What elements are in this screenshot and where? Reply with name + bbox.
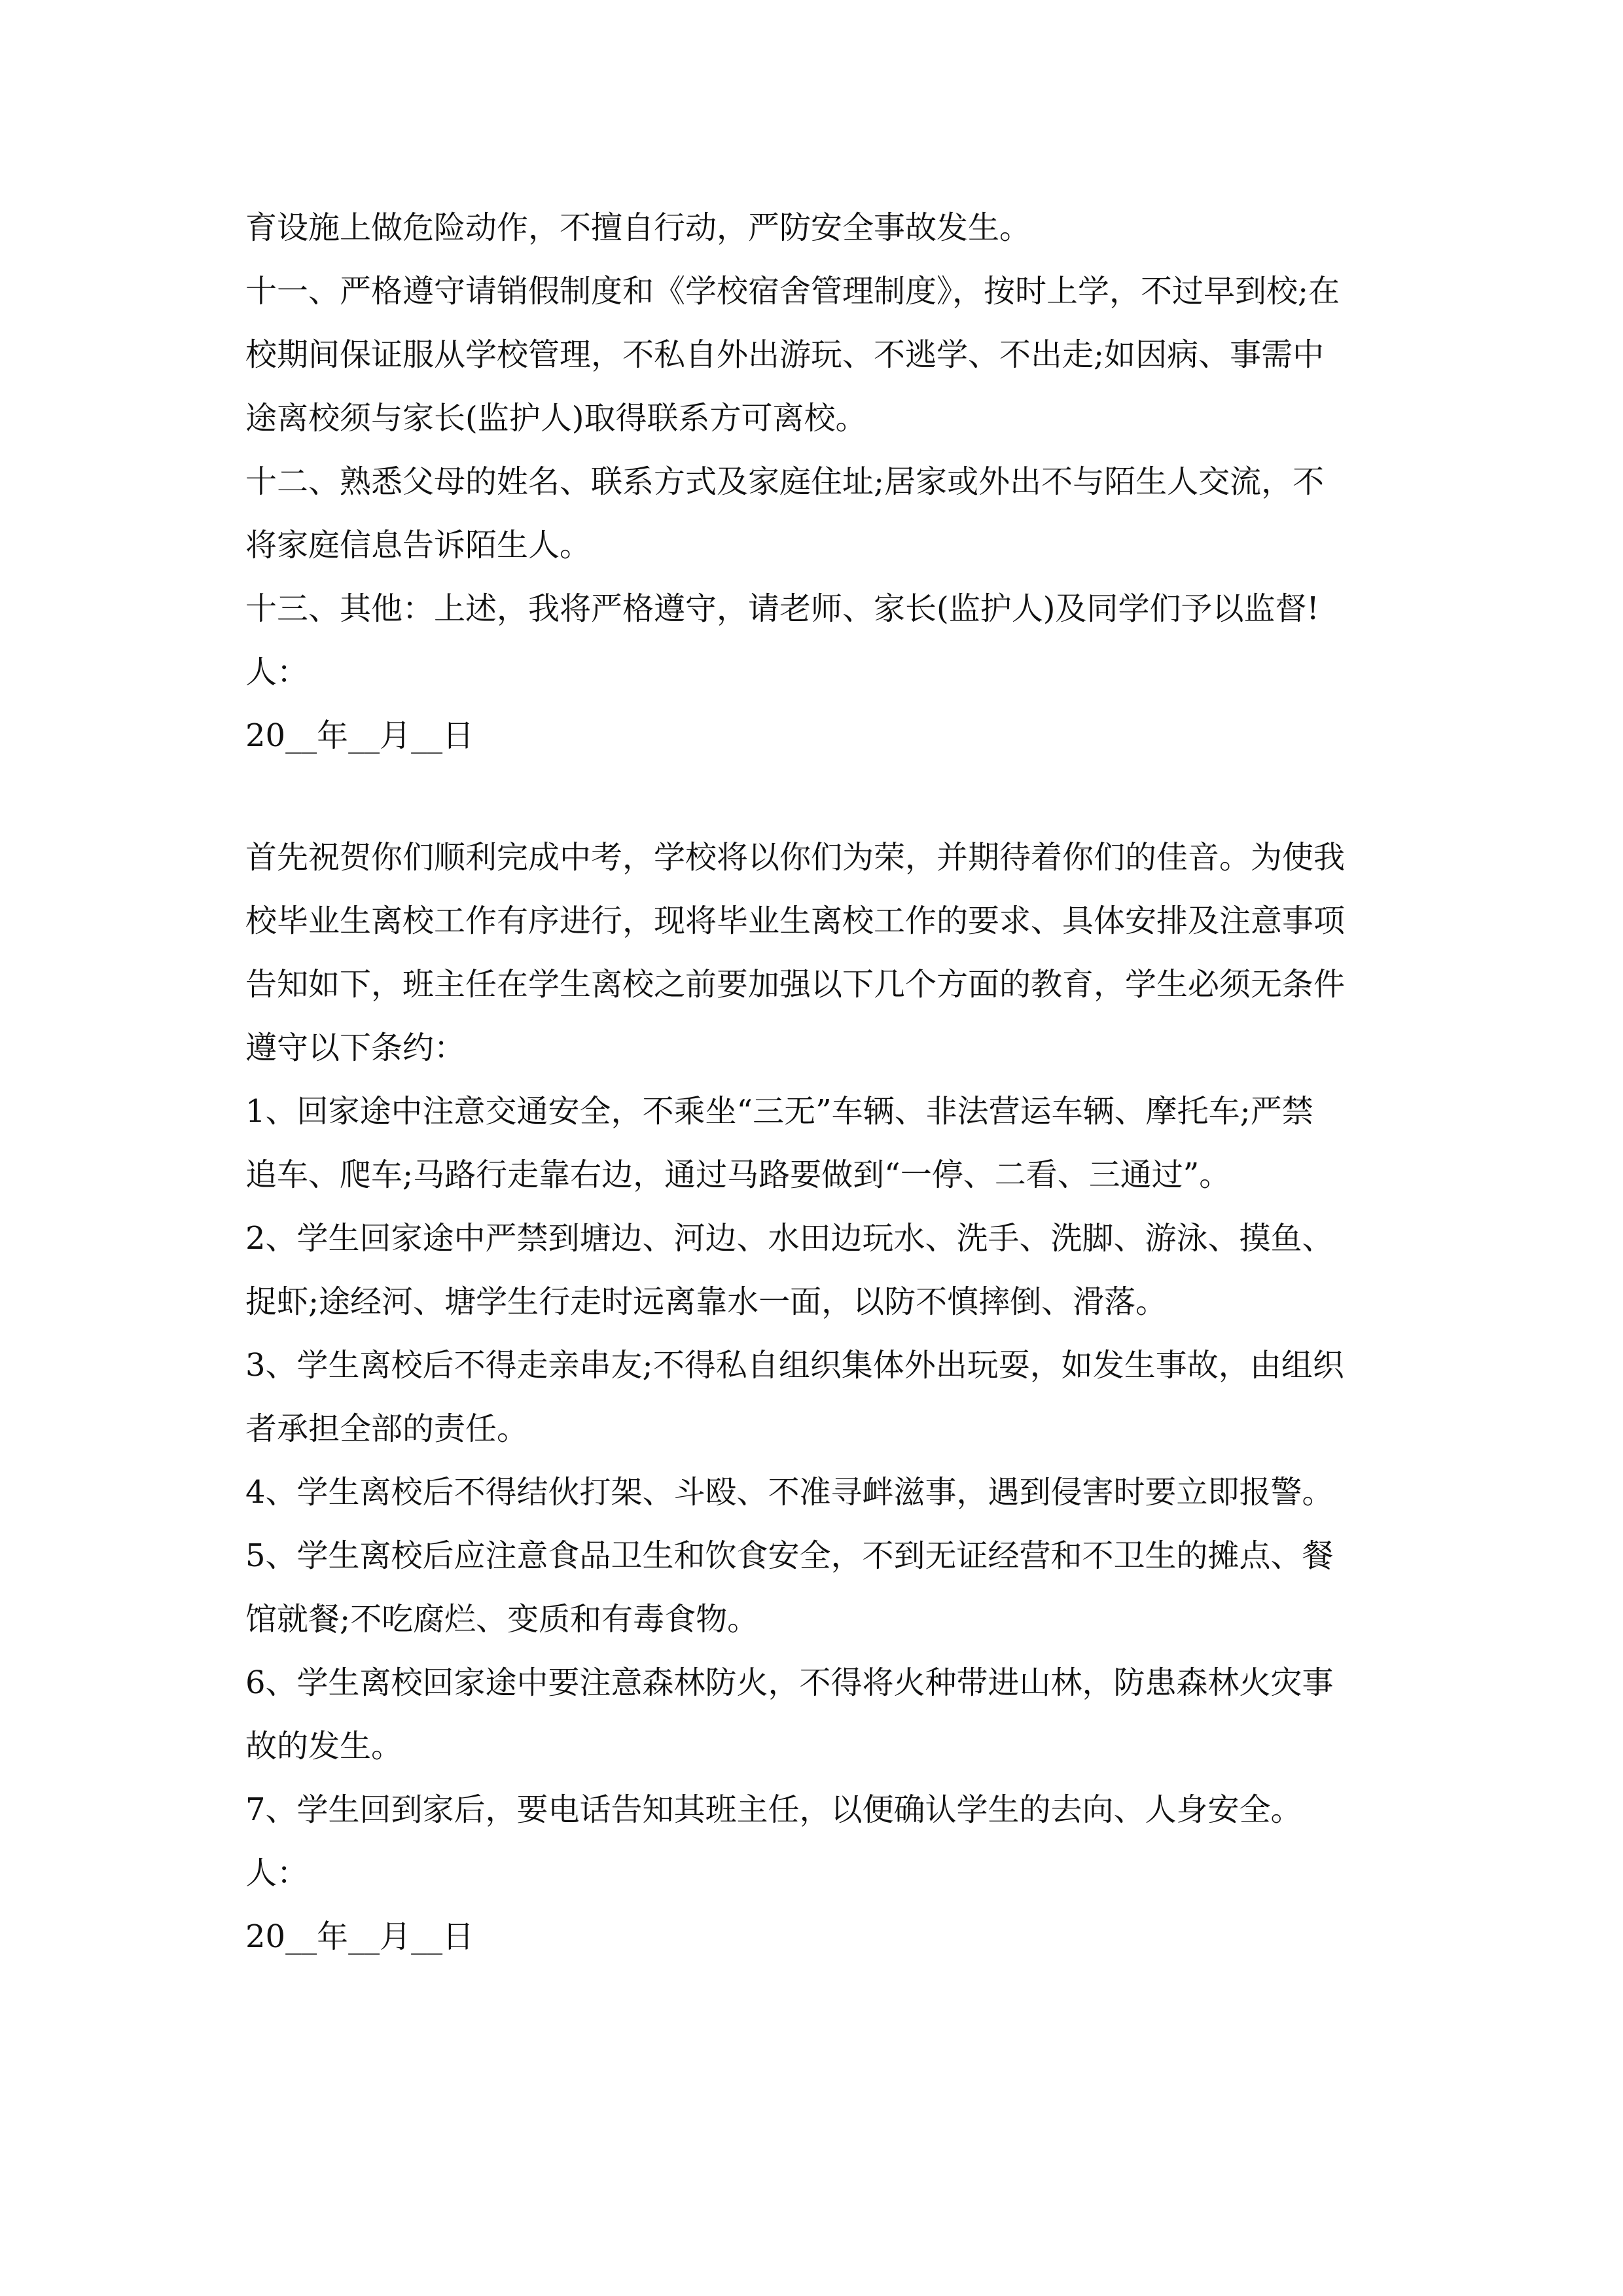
text-line: 馆就餐;不吃腐烂、变质和有毒食物。 (245, 1601, 759, 1638)
text-line: 4、学生离校后不得结伙打架、斗殴、不准寻衅滋事，遇到侵害时要立即报警。 (245, 1474, 1334, 1511)
pledge-section-ending (245, 196, 1387, 768)
text-line: 育设施上做危险动作，不擅自行动，严防安全事故发生。 (245, 209, 1031, 246)
text-line: 者承担全部的责任。 (245, 1410, 529, 1447)
text-line: 遵守以下条约： (245, 1030, 466, 1066)
text-line: 5、学生离校后应注意食品卫生和饮食安全，不到无证经营和不卫生的摊点、餐 (245, 1537, 1334, 1574)
text-line: 校毕业生离校工作有序进行，现将毕业生离校工作的要求、具体安排及注意事项 (245, 903, 1346, 939)
text-line: 6、学生离校回家途中要注意森林防火，不得将火种带进山林，防患森林火灾事 (245, 1664, 1334, 1701)
text-line: 2、学生回家途中严禁到塘边、河边、水田边玩水、洗手、洗脚、游泳、摸鱼、 (245, 1220, 1334, 1257)
signature-label: 人： (245, 1855, 309, 1892)
text-line: 3、学生离校后不得走亲串友;不得私自组织集体外出玩耍，如发生事故，由组织 (245, 1347, 1344, 1384)
text-line: 十一、严格遵守请销假制度和《学校宿舍管理制度》，按时上学，不过早到校;在 (245, 273, 1340, 310)
text-line: 途离校须与家长(监护人)取得联系方可离校。 (245, 400, 867, 437)
date-line: 20__年__月__日 (245, 1918, 474, 1955)
text-line: 1、回家途中注意交通安全，不乘坐“三无”车辆、非法营运车辆、摩托车;严禁 (245, 1093, 1313, 1130)
text-line: 7、学生回到家后，要电话告知其班主任，以便确认学生的去向、人身安全。 (245, 1791, 1302, 1828)
text-line: 捉虾;途经河、塘学生行走时远离靠水一面，以防不慎摔倒、滑落。 (245, 1283, 1168, 1320)
text-line: 告知如下，班主任在学生离校之前要加强以下几个方面的教育，学生必须无条件 (245, 966, 1346, 1003)
graduation-notice-section (245, 826, 1387, 1969)
signature-label: 人： (245, 654, 309, 691)
text-line: 十二、熟悉父母的姓名、联系方式及家庭住址;居家或外出不与陌生人交流，不 (245, 463, 1325, 500)
text-line: 十三、其他：上述，我将严格遵守，请老师、家长(监护人)及同学们予以监督! (245, 590, 1319, 627)
text-line: 首先祝贺你们顺利完成中考，学校将以你们为荣，并期待着你们的佳音。为使我 (245, 839, 1346, 876)
text-line: 故的发生。 (245, 1728, 403, 1765)
text-line: 追车、爬车;马路行走靠右边，通过马路要做到“一停、二看、三通过”。 (245, 1157, 1231, 1193)
date-line: 20__年__月__日 (245, 717, 474, 754)
text-line: 校期间保证服从学校管理，不私自外出游玩、不逃学、不出走;如因病、事需中 (245, 336, 1325, 373)
text-line: 将家庭信息告诉陌生人。 (245, 527, 592, 564)
